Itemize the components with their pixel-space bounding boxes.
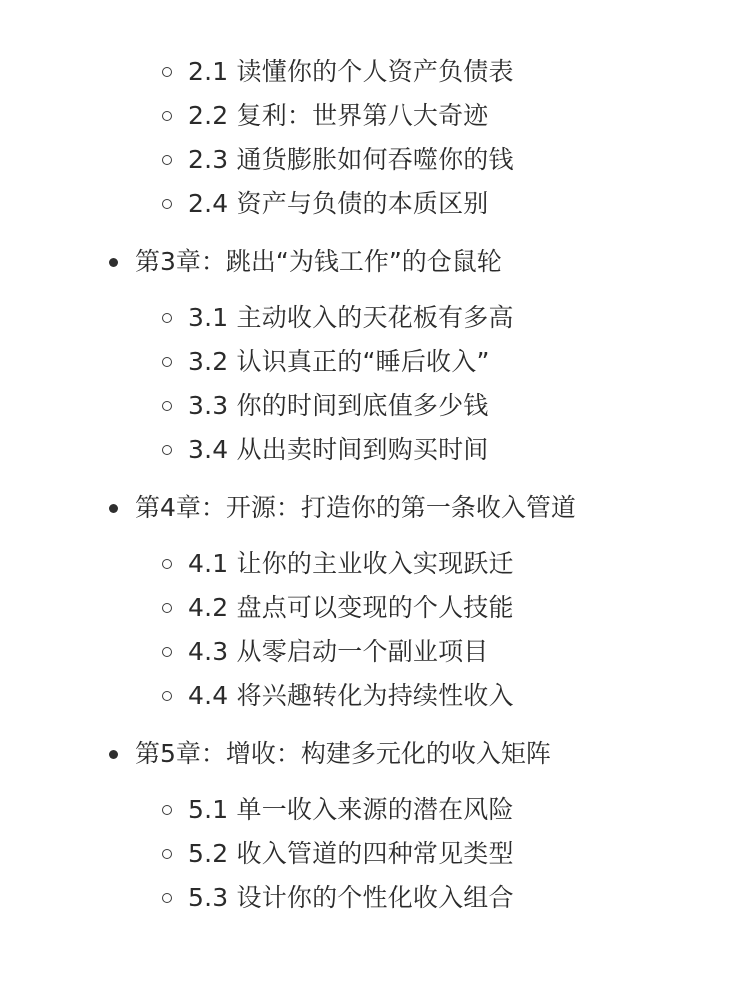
list-item-label: 4.3 从零启动一个副业项目 — [188, 637, 489, 666]
hollow-bullet-icon — [162, 313, 172, 323]
solid-bullet-icon — [109, 258, 118, 267]
list-item-label: 3.4 从出卖时间到购买时间 — [188, 435, 489, 464]
list-item-label: 3.1 主动收入的天花板有多高 — [188, 303, 514, 332]
hollow-bullet-icon — [162, 401, 172, 411]
chapter-4-heading — [0, 486, 750, 530]
chapter-title: 第4章：开源：打造你的第一条收入管道 — [135, 493, 576, 522]
list-item-label: 2.4 资产与负债的本质区别 — [188, 189, 489, 218]
list-item-label: 5.1 单一收入来源的潜在风险 — [188, 795, 514, 824]
list-item-label: 4.4 将兴趣转化为持续性收入 — [188, 681, 514, 710]
hollow-bullet-icon — [162, 445, 172, 455]
hollow-bullet-icon — [162, 67, 172, 77]
list-item-label: 2.1 读懂你的个人资产负债表 — [188, 57, 514, 86]
chapter-title: 第3章：跳出“为钱工作”的仓鼠轮 — [135, 247, 502, 276]
chapter-title: 第5章：增收：构建多元化的收入矩阵 — [135, 739, 551, 768]
list-item-label: 3.3 你的时间到底值多少钱 — [188, 391, 489, 420]
list-item-label: 2.2 复利：世界第八大奇迹 — [188, 101, 489, 130]
chapter-3-heading — [0, 240, 750, 284]
hollow-bullet-icon — [162, 691, 172, 701]
hollow-bullet-icon — [162, 357, 172, 367]
hollow-bullet-icon — [162, 805, 172, 815]
list-item-label: 5.3 设计你的个性化收入组合 — [188, 883, 514, 912]
hollow-bullet-icon — [162, 199, 172, 209]
list-item-label: 5.2 收入管道的四种常见类型 — [188, 839, 514, 868]
hollow-bullet-icon — [162, 849, 172, 859]
hollow-bullet-icon — [162, 647, 172, 657]
hollow-bullet-icon — [162, 111, 172, 121]
hollow-bullet-icon — [162, 893, 172, 903]
solid-bullet-icon — [109, 504, 118, 513]
list-item-label: 4.1 让你的主业收入实现跃迁 — [188, 549, 514, 578]
chapter-5-heading — [0, 732, 750, 776]
solid-bullet-icon — [109, 750, 118, 759]
list-item-label: 3.2 认识真正的“睡后收入” — [188, 347, 490, 376]
list-item-label: 4.2 盘点可以变现的个人技能 — [188, 593, 514, 622]
list-item-label: 2.3 通货膨胀如何吞噬你的钱 — [188, 145, 514, 174]
hollow-bullet-icon — [162, 603, 172, 613]
hollow-bullet-icon — [162, 155, 172, 165]
hollow-bullet-icon — [162, 559, 172, 569]
